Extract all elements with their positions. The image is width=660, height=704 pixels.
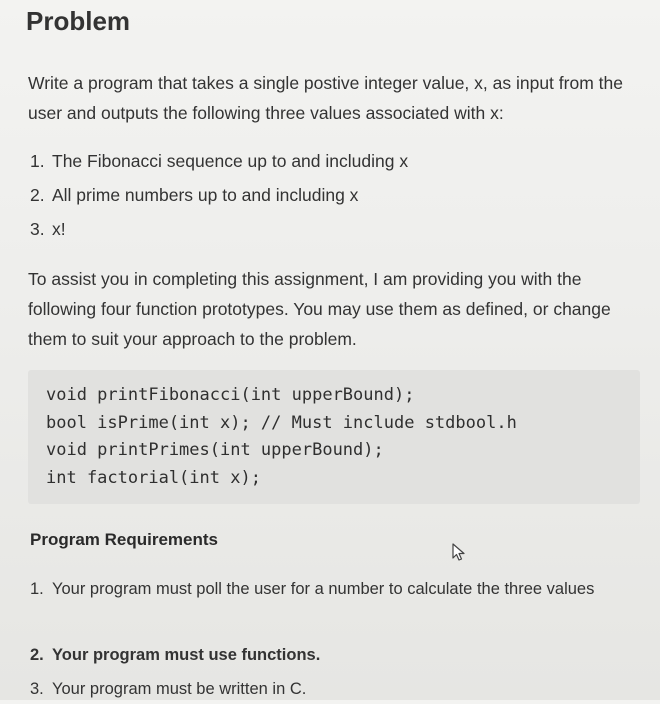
output-values-list — [30, 146, 408, 248]
list-item — [30, 146, 408, 180]
code-line: bool isPrime(int x); // Must include stdbool.h — [46, 413, 517, 433]
code-line: void printPrimes(int upperBound); — [46, 440, 384, 460]
list-item-text: Your program must use functions. — [52, 646, 321, 664]
page-title: Problem — [26, 6, 131, 36]
list-item — [30, 574, 630, 640]
code-block — [28, 370, 640, 504]
requirements-heading: Program Requirements — [30, 530, 218, 549]
list-item-number: 1. — [30, 580, 44, 598]
list-item-number: 2. — [30, 185, 45, 205]
list-item — [30, 640, 630, 674]
list-item-text: Your program must be written in C. — [52, 680, 307, 698]
list-item-text: Your program must poll the user for a number to calculate the three values — [52, 580, 595, 598]
list-item-text: x! — [52, 219, 66, 239]
list-item — [30, 214, 408, 248]
code-line: int factorial(int x); — [46, 468, 261, 488]
list-item-text: All prime numbers up to and including x — [52, 185, 359, 205]
intro-paragraph: Write a program that takes a single postive integer value, x, as input from the user and outputs the following three values associated with x: — [28, 73, 623, 123]
code-line: void printFibonacci(int upperBound); — [46, 385, 415, 405]
list-item-number: 1. — [30, 151, 45, 171]
requirements-list — [30, 574, 630, 704]
list-item-number: 3. — [30, 219, 45, 239]
assist-paragraph: To assist you in completing this assignment, I am providing you with the following four function prototypes. You may use them as defined, or change them to suit your approach to the problem. — [28, 269, 611, 349]
list-item-number: 2. — [30, 646, 44, 664]
list-item-number: 3. — [30, 680, 44, 698]
list-item — [30, 180, 408, 214]
mouse-pointer-icon — [452, 543, 466, 561]
list-item-text: The Fibonacci sequence up to and including x — [52, 151, 409, 171]
